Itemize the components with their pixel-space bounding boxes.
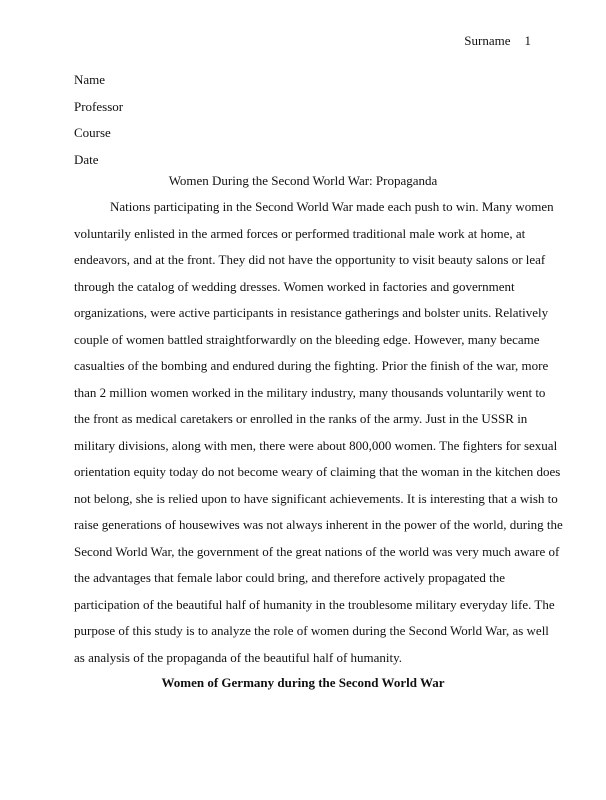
professor-name: Professor: [74, 98, 124, 114]
body-line: through the catalog of wedding dresses. Women worked in factories and government: [74, 278, 515, 294]
body-line: Second World War, the government of the great nations of the world was very much aware of: [74, 543, 560, 559]
header-page-number: 1: [524, 33, 531, 48]
date: Date: [74, 151, 99, 167]
body-line: than 2 million women worked in the military industry, many thousands voluntarily went to: [74, 384, 546, 400]
body-line: orientation equity today do not become weary of claiming that the woman in the kitchen does: [74, 464, 561, 479]
body-line: participation of the beautiful half of humanity in the troublesome military everyday life. The: [74, 596, 555, 612]
student-name: Name: [74, 72, 106, 87]
body-line: not belong, she is relied upon to have significant achievements. It is interesting that a wish to: [74, 490, 558, 506]
body-line: purpose of this study is to analyze the role of women during the Second World War, as well: [74, 623, 549, 638]
course-name: Course: [74, 125, 111, 140]
paper-title: Women During the Second World War: Propaganda: [168, 173, 438, 188]
body-line: couple of women battled straightforwardly on the bleeding edge. However, many became: [74, 331, 540, 347]
heading-block: [74, 67, 123, 173]
body-line: the front as medical caretakers or enrolled in the ranks of the army. Just in the USSR in: [74, 411, 528, 426]
header-surname: Surname: [464, 33, 511, 48]
body-line: military divisions, along with men, there were about 800,000 women. The fighters for sexual: [74, 437, 558, 453]
body-line: the advantages that female labor could bring, and therefore actively propagated the: [74, 570, 505, 585]
body-line: casualties of the bombing and endured during the fighting. Prior the finish of the war, more: [74, 358, 549, 373]
body-paragraph: [74, 199, 563, 676]
body-line: endeavors, and at the front. They did not have the opportunity to visit beauty salons or leaf: [74, 252, 546, 267]
body-line: raise generations of housewives was not always inherent in the power of the world, during the: [74, 517, 563, 532]
body-line: as analysis of the propaganda of the beautiful half of humanity.: [74, 649, 403, 665]
body-line: voluntarily enlisted in the armed forces or performed traditional male work at home, at: [74, 225, 526, 241]
running-header: [464, 33, 531, 49]
section-heading: Women of Germany during the Second World War: [161, 675, 445, 690]
body-line: organizations, were active participants in resistance gatherings and bolster units. Relatively: [74, 305, 549, 320]
body-line: Nations participating in the Second World War made each push to win. Many women: [110, 199, 554, 214]
